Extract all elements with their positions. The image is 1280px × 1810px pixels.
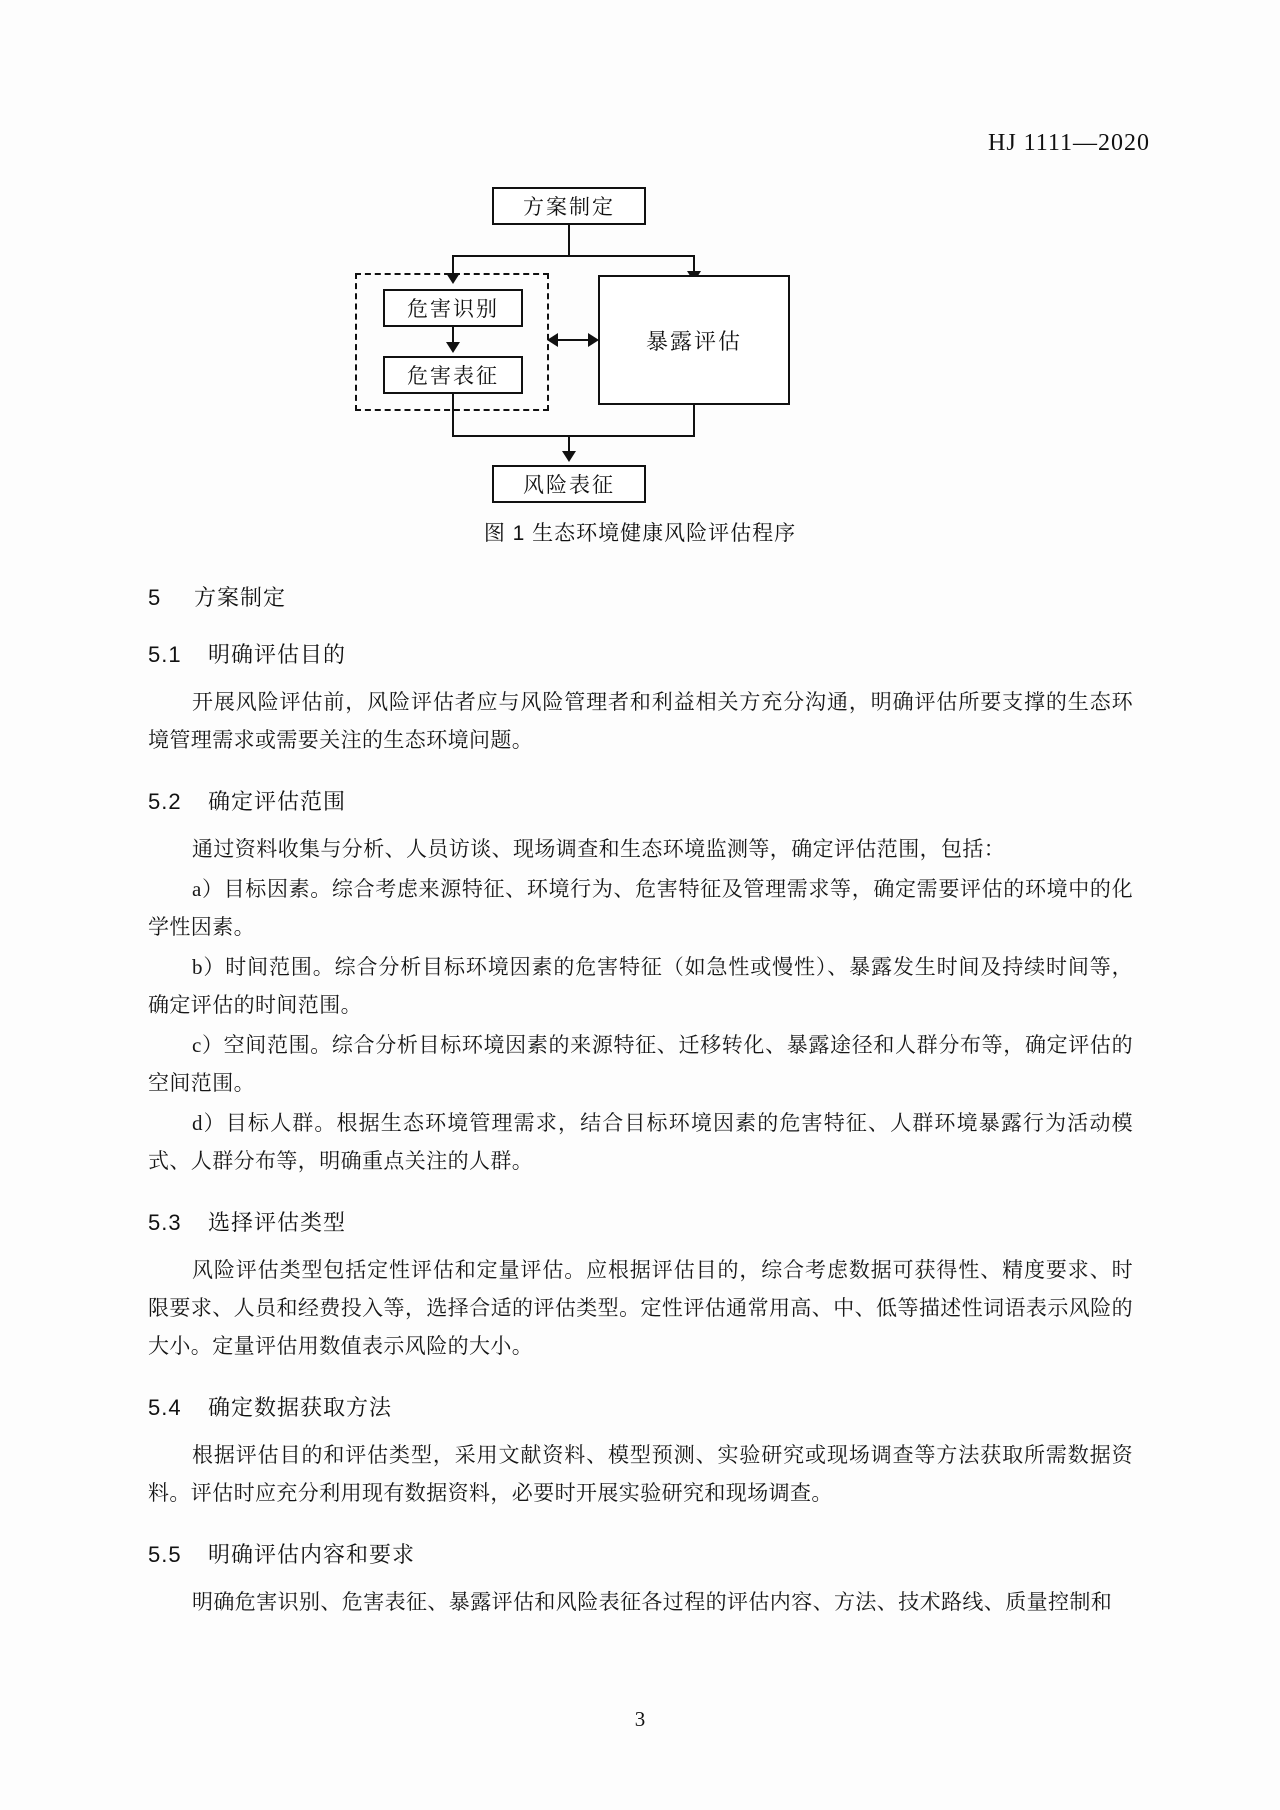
heading-5-1-title: 明确评估目的 bbox=[208, 642, 347, 667]
diagram-connector bbox=[452, 255, 454, 275]
diagram-arrowhead bbox=[547, 333, 558, 347]
paragraph: d）目标人群。根据生态环境管理需求，结合目标环境因素的危害特征、人群环境暴露行为活动模式、人群分布等，明确重点关注的人群。 bbox=[148, 1111, 1133, 1173]
heading-5-5-title: 明确评估内容和要求 bbox=[208, 1542, 416, 1567]
heading-5-5 bbox=[148, 1538, 1133, 1569]
heading-5-4 bbox=[148, 1391, 1133, 1422]
diagram-connector bbox=[452, 435, 695, 437]
diagram-node-exposure-assessment: 暴露评估 bbox=[598, 275, 790, 405]
heading-5-4-number: 5.4 bbox=[148, 1395, 182, 1420]
paragraph: a）目标因素。综合考虑来源特征、环境行为、危害特征及管理需求等，确定需要评估的环境中的化学性因素。 bbox=[148, 877, 1133, 939]
paragraph: 明确危害识别、危害表征、暴露评估和风险表征各过程的评估内容、方法、技术路线、质量控制和 bbox=[192, 1590, 1113, 1614]
paragraph: c）空间范围。综合分析目标环境因素的来源特征、迁移转化、暴露途径和人群分布等，确定评估的空间范围。 bbox=[148, 1033, 1133, 1095]
paragraph: 通过资料收集与分析、人员访谈、现场调查和生态环境监测等，确定评估范围，包括： bbox=[192, 837, 1006, 861]
diagram-arrowhead bbox=[588, 333, 599, 347]
heading-5-2-title: 确定评估范围 bbox=[208, 789, 347, 814]
heading-5-2-number: 5.2 bbox=[148, 789, 182, 814]
paragraph: 风险评估类型包括定性评估和定量评估。应根据评估目的，综合考虑数据可获得性、精度要求、时限要求、人员和经费投入等，选择合适的评估类型。定性评估通常用高、中、低等描述性词语表示风险的大小。定量评估用数值表示风险的大小。 bbox=[148, 1258, 1133, 1358]
heading-5-number: 5 bbox=[148, 585, 162, 610]
heading-5-title: 方案制定 bbox=[194, 585, 287, 610]
figure-caption: 图 1 生态环境健康风险评估程序 bbox=[483, 522, 797, 545]
diagram-node-plan: 方案制定 bbox=[492, 187, 646, 225]
heading-5-2 bbox=[148, 785, 1133, 816]
diagram-arrowhead bbox=[562, 451, 576, 462]
heading-5-4-title: 确定数据获取方法 bbox=[208, 1395, 393, 1420]
diagram-node-hazard-characterization: 危害表征 bbox=[383, 356, 523, 394]
diagram-connector bbox=[693, 405, 695, 436]
diagram-connector bbox=[452, 394, 454, 436]
heading-5-3-number: 5.3 bbox=[148, 1210, 182, 1235]
paragraph: b）时间范围。综合分析目标环境因素的危害特征（如急性或慢性）、暴露发生时间及持续时间等，确定评估的时间范围。 bbox=[148, 955, 1133, 1017]
heading-5-1 bbox=[148, 638, 1133, 669]
standard-code-header: HJ 1111—2020 bbox=[988, 130, 1150, 156]
paragraph: 根据评估目的和评估类型，采用文献资料、模型预测、实验研究或现场调查等方法获取所需数据资料。评估时应充分利用现有数据资料，必要时开展实验研究和现场调查。 bbox=[148, 1443, 1133, 1505]
page-number: 3 bbox=[634, 1707, 646, 1731]
process-flow-diagram bbox=[0, 175, 1280, 545]
diagram-connector bbox=[568, 225, 570, 255]
document-body bbox=[148, 555, 1133, 1623]
heading-5-5-number: 5.5 bbox=[148, 1542, 182, 1567]
heading-5-3 bbox=[148, 1206, 1133, 1237]
paragraph: 开展风险评估前，风险评估者应与风险管理者和利益相关方充分沟通，明确评估所要支撑的生态环境管理需求或需要关注的生态环境问题。 bbox=[148, 690, 1133, 752]
diagram-arrowhead bbox=[446, 342, 460, 353]
diagram-node-hazard-identification: 危害识别 bbox=[383, 289, 523, 327]
diagram-node-risk-characterization: 风险表征 bbox=[492, 465, 646, 503]
heading-5-3-title: 选择评估类型 bbox=[208, 1210, 347, 1235]
heading-5 bbox=[148, 581, 1133, 612]
diagram-connector bbox=[452, 255, 694, 257]
heading-5-1-number: 5.1 bbox=[148, 642, 182, 667]
diagram-connector bbox=[452, 327, 454, 343]
